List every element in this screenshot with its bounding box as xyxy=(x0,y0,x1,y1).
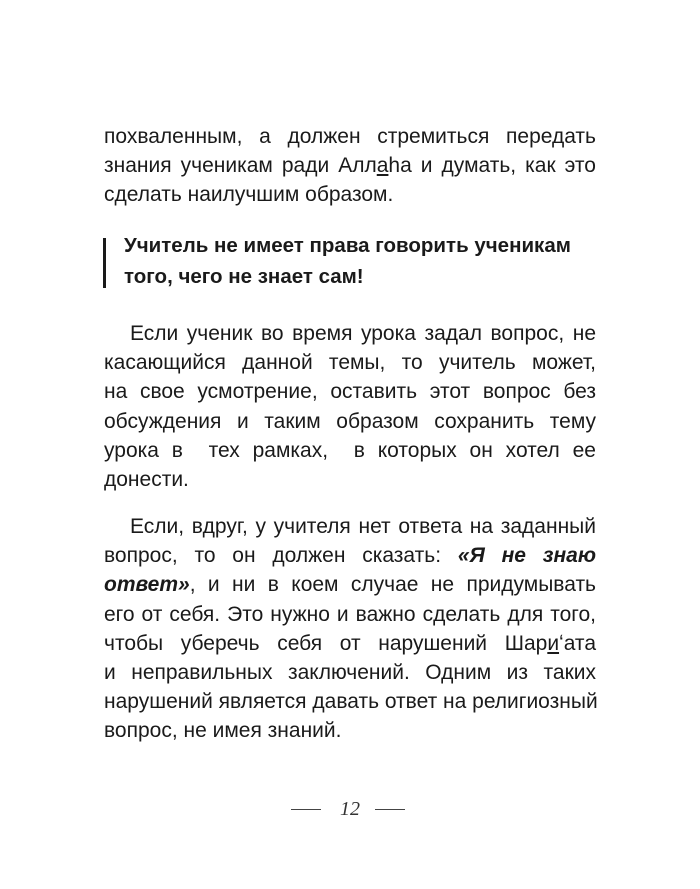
paragraph-line: и неправильных заключений. Одним из таких xyxy=(104,660,596,684)
footer-rule-left xyxy=(291,809,321,810)
transliteration-vowel: и xyxy=(547,631,560,655)
paragraph-line: знания ученикам ради Аллаhа и думать, как это xyxy=(104,154,596,178)
page-number: 12 xyxy=(340,798,360,820)
paragraph-line: его от себя. Это нужно и важно сделать для того, xyxy=(104,602,596,626)
paragraph-line: ответ», и ни в коем случае не придумывать xyxy=(104,573,596,597)
paragraph-line: обсуждения и таким образом сохранить тему xyxy=(104,409,596,433)
paragraph-line: чтобы уберечь себя от нарушений Шариʻата xyxy=(104,631,596,655)
paragraph-line: сделать наилучшим образом. xyxy=(104,183,394,207)
highlight-text xyxy=(124,230,571,292)
paragraph-line: Если, вдруг, у учителя нет ответа на заданный xyxy=(130,515,596,538)
paragraph-line: донести. xyxy=(104,467,189,491)
paragraph-line: вопрос, то он должен сказать: «Я не знаю xyxy=(104,544,596,568)
paragraph-line: касающийся данной темы, то учитель может, xyxy=(104,351,596,375)
highlight-line: Учитель не имеет права говорить ученикам xyxy=(124,234,571,257)
paragraph-line: вопрос, не имея знаний. xyxy=(104,719,342,743)
paragraph-line: Если ученик во время урока задал вопрос, не xyxy=(130,322,596,345)
page-footer xyxy=(0,795,700,825)
emphasis-quote: ответ» xyxy=(104,573,190,597)
transliteration-vowel: а xyxy=(376,154,389,178)
paragraph-line: похваленным, а должен стремиться передать xyxy=(104,125,596,148)
footer-rule-right xyxy=(375,809,405,810)
paragraph-top xyxy=(104,122,596,210)
paragraph-third xyxy=(104,512,596,746)
paragraph-second xyxy=(104,319,596,494)
highlight-line: того, чего не знает сам! xyxy=(124,265,364,288)
paragraph-line: на свое усмотрение, оставить этот вопрос без xyxy=(104,380,596,404)
emphasis-quote: «Я не знаю xyxy=(457,544,596,568)
paragraph-line: нарушений является давать ответ на религиозный xyxy=(104,690,598,714)
paragraph-line: урока в тех рамках, в которых он хотел ее xyxy=(104,438,596,462)
highlight-bar xyxy=(103,238,106,288)
